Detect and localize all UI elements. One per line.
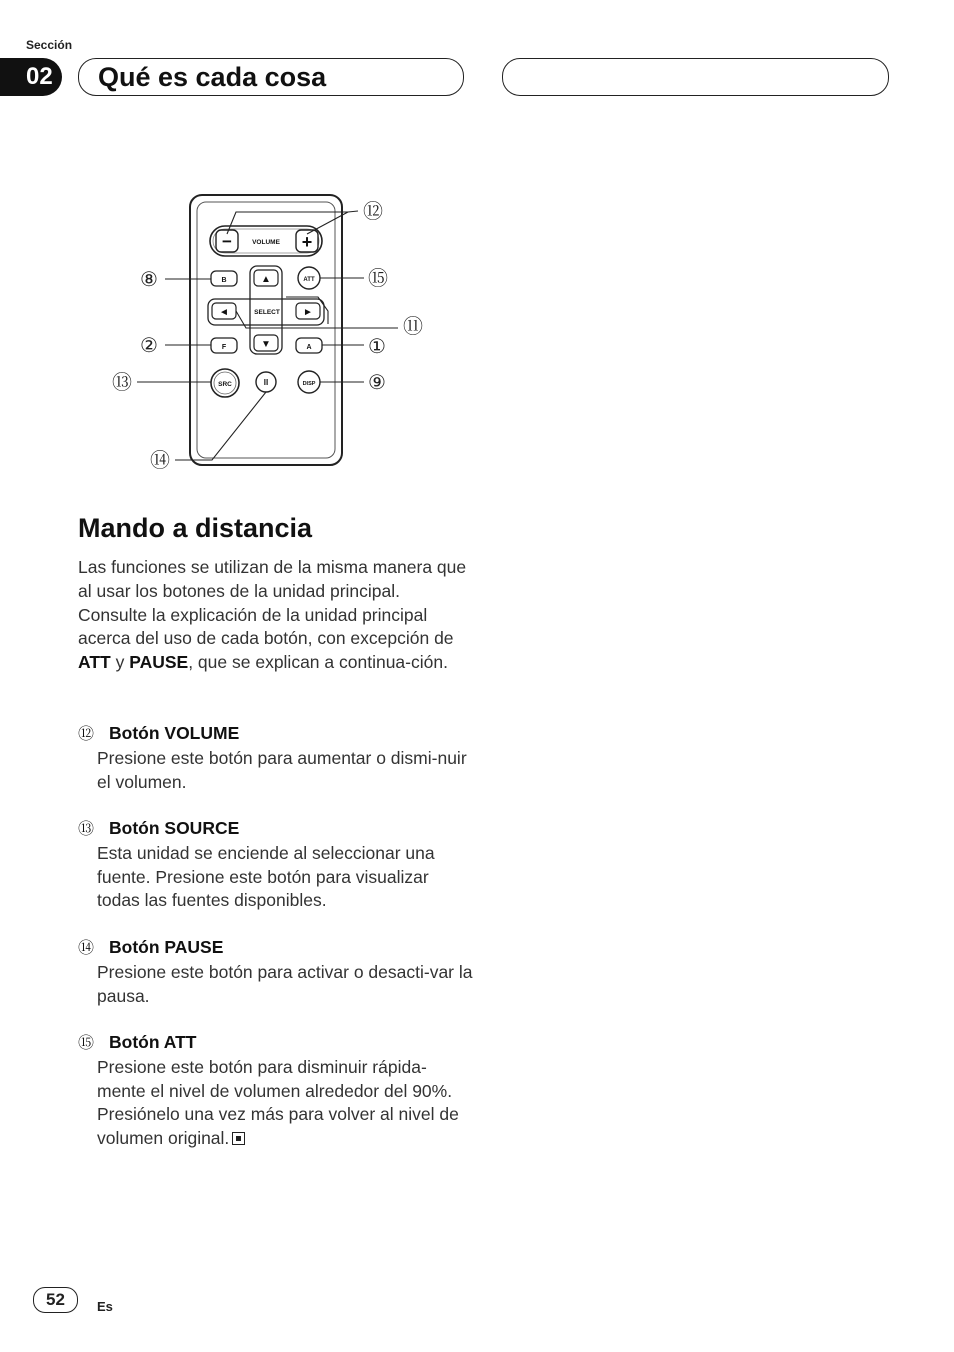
volume-label: VOLUME: [252, 239, 280, 246]
page-title: Qué es cada cosa: [98, 62, 327, 92]
intro-paragraph: [78, 556, 473, 675]
callout-1: ①: [368, 336, 386, 358]
select-down-arrow: ▼: [261, 339, 271, 350]
item-pause: [78, 936, 473, 1008]
src-button: [211, 369, 239, 397]
language-code: Es: [97, 1299, 113, 1314]
item-description: Esta unidad se enciende al seleccionar una fuente. Presione este botón para visualizar todas las fuentes disponibles.: [97, 842, 435, 911]
item-title: [78, 722, 473, 747]
item-description-text: Presione este botón para disminuir rápida-mente el nivel de volumen alrededor del 90%. Presiónelo una vez más para volver al nivel de volumen original.: [97, 1056, 459, 1149]
att-button-label: ATT: [303, 277, 315, 283]
item-title: [78, 1031, 473, 1056]
callout-2: ②: [140, 335, 158, 357]
end-of-section-icon: [232, 1132, 245, 1145]
item-title-text: Botón SOURCE: [109, 818, 240, 838]
att-button: [298, 267, 320, 289]
b-button-label: B: [221, 277, 227, 284]
intro-text-2: , que se explican a continua-ción.: [188, 652, 448, 673]
f-button: [211, 338, 237, 353]
callout-13: ⑬: [112, 372, 132, 394]
select-up-arrow: ▲: [261, 274, 271, 285]
select-label: SELECT: [254, 309, 280, 316]
a-button-label: A: [306, 344, 312, 351]
item-number: ⑬: [78, 821, 95, 838]
item-number: ⑭: [78, 940, 95, 957]
item-number: ⑮: [78, 1035, 95, 1052]
callout-11: ⑪: [403, 316, 423, 338]
remote-control-diagram: [105, 185, 435, 475]
volume-plus-label: +: [301, 232, 313, 252]
item-description: [78, 1056, 473, 1151]
callout-9: ⑨: [368, 372, 386, 394]
intro-pause: PAUSE: [129, 652, 189, 673]
src-button-label: SRC: [218, 381, 232, 388]
item-att: [78, 1031, 473, 1151]
item-title-text: Botón ATT: [109, 1032, 197, 1052]
intro-text-1: Las funciones se utilizan de la misma manera que al usar los botones de la unidad principal. Consulte la explicación de la unidad principal acerca del uso de cada botón, con excepción de: [78, 557, 467, 649]
section-label: Sección: [26, 38, 73, 52]
item-source: [78, 817, 473, 913]
callout-15: ⑮: [368, 268, 388, 290]
section-heading: Mando a distancia: [78, 513, 313, 543]
section-number-badge: 02: [0, 58, 62, 96]
disp-button-label: DISP: [302, 381, 316, 387]
item-title-text: Botón VOLUME: [109, 723, 240, 743]
pause-button-label: II: [263, 378, 269, 387]
intro-conjunction: y: [110, 652, 130, 673]
item-volume: [78, 722, 473, 794]
volume-button: [210, 226, 322, 256]
select-left-arrow: ◄: [219, 307, 229, 318]
item-number: ⑫: [78, 726, 95, 743]
page-number: 52: [33, 1287, 78, 1313]
disp-button: [298, 371, 320, 393]
callout-14: ⑭: [150, 450, 170, 472]
select-right-arrow: ►: [303, 307, 313, 318]
item-description: Presione este botón para aumentar o dismi-nuir el volumen.: [97, 747, 467, 792]
item-description: Presione este botón para activar o desacti-var la pausa.: [97, 961, 473, 1006]
pause-button: [256, 372, 276, 392]
volume-minus-label: −: [222, 232, 232, 251]
a-button: [296, 338, 322, 353]
callout-12: ⑫: [363, 201, 383, 223]
item-title: [78, 817, 473, 842]
empty-header-frame: [502, 58, 889, 96]
item-title: [78, 936, 473, 961]
f-button-label: F: [221, 344, 227, 351]
intro-att: ATT: [78, 652, 111, 673]
b-button: [211, 271, 237, 286]
callout-8: ⑧: [140, 269, 158, 291]
item-title-text: Botón PAUSE: [109, 937, 224, 957]
